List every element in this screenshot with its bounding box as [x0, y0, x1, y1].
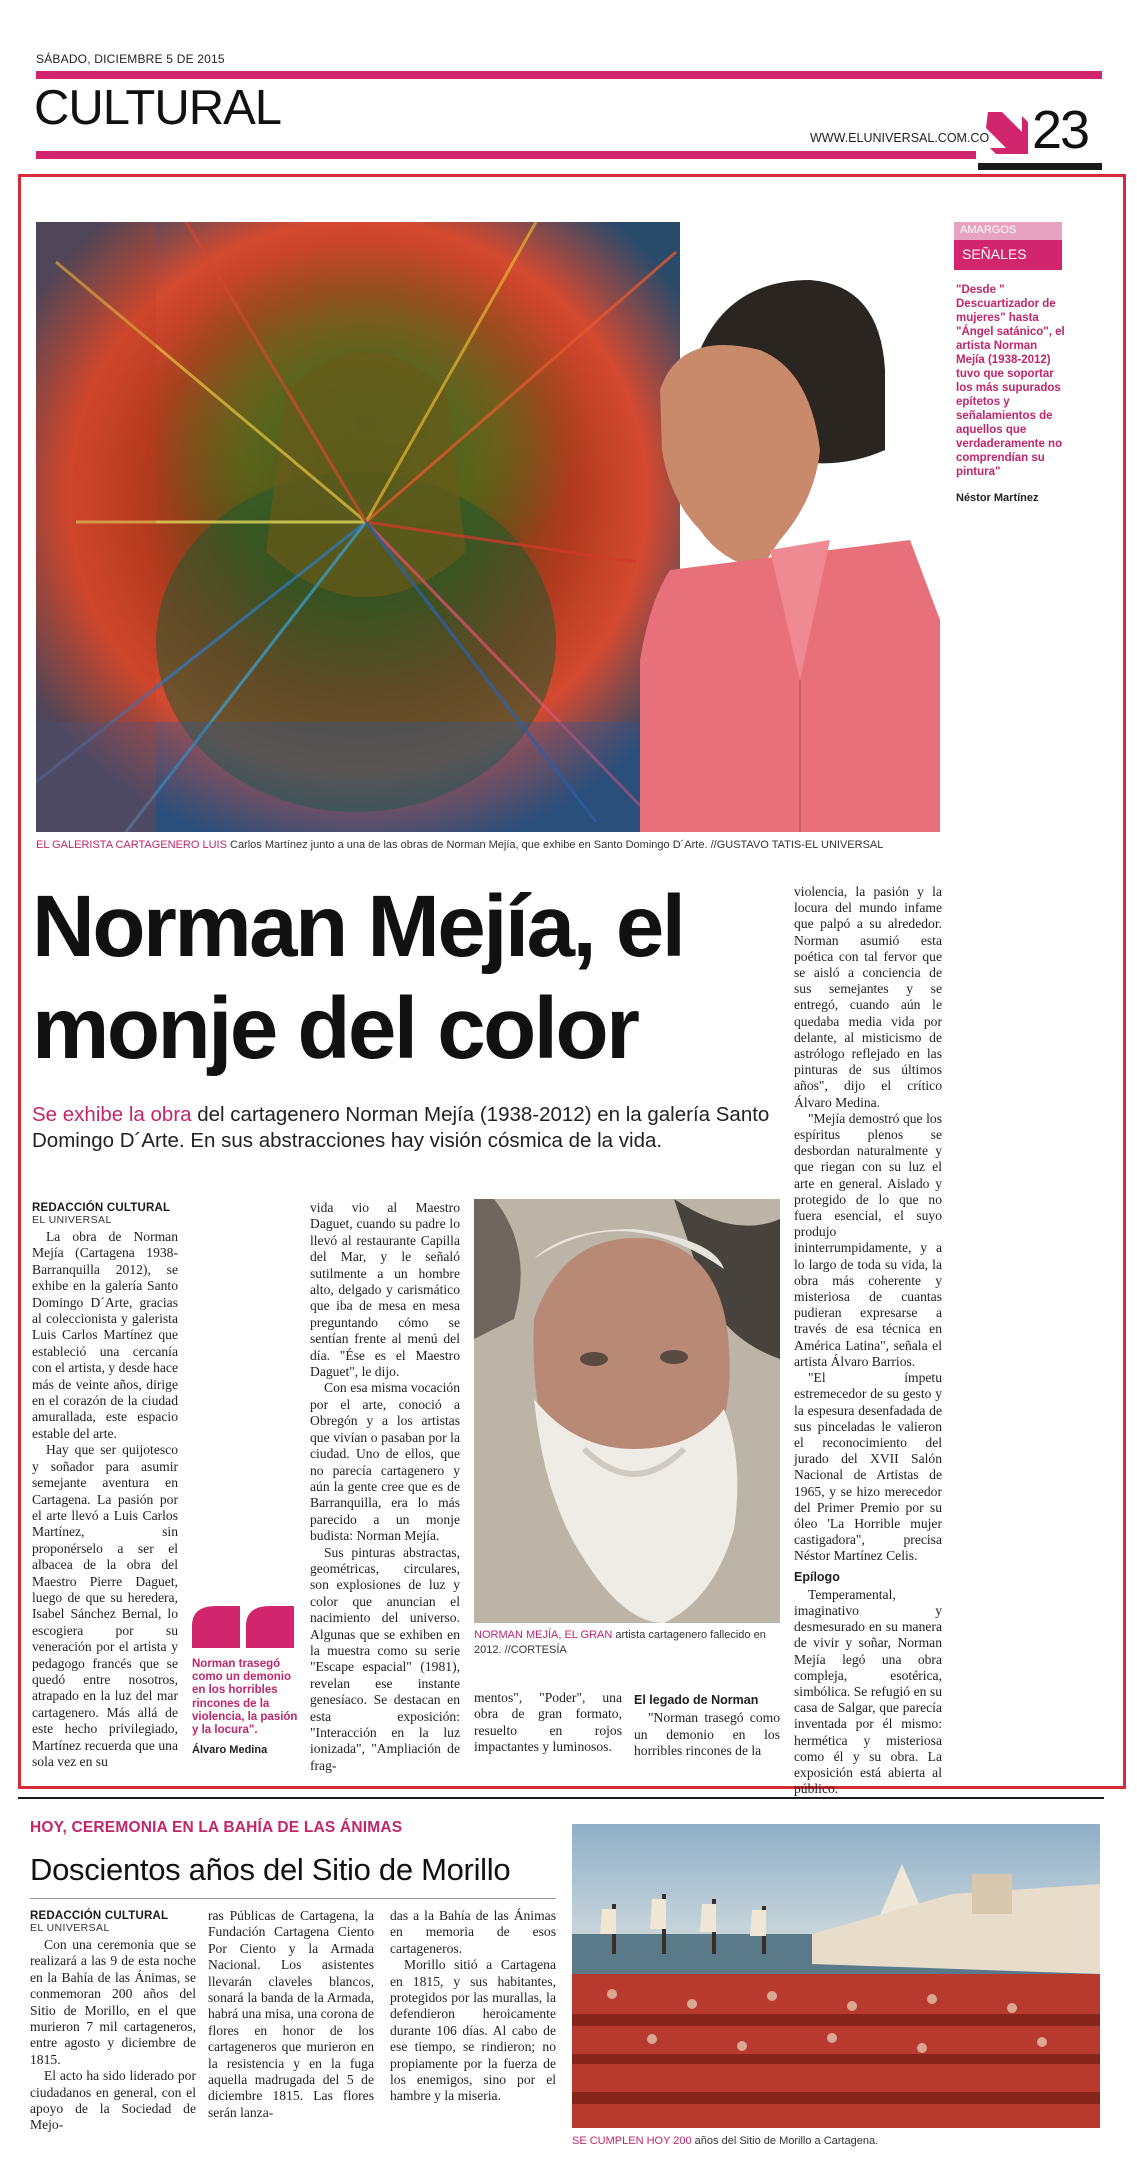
main-headline [32, 876, 792, 1080]
paragraph: violencia, la pasión y la locura del mundo infame que palpó a su alrededor. Norman asumió esta poética con tal fervor que se aisló a conciencia de sus semejantes y se entregó, cuando aún le quedaba media vida por delante, al misticismo de astrólogo reflejado en las pinturas de sus últimos años", dijo el crítico Álvaro Medina. [794, 884, 942, 1110]
section-title: CULTURAL [34, 81, 282, 135]
byline-paper: EL UNIVERSAL [32, 1214, 112, 1226]
portrait-caption-lead: NORMAN MEJÍA, EL GRAN [474, 1629, 613, 1641]
byline: REDACCIÓN CULTURAL [32, 1202, 171, 1214]
siege-caption-text: años del Sitio de Morillo a Cartagena. [691, 2135, 879, 2147]
paragraph: Con esa misma vocación por el arte, conoció a Obregón y a los artistas que vivían o pasaban por la ciudad. Uno de ellos, que no parecía cartagenero y aún la gente cree que es de Barranquilla, era lo más parecido a un monje budista: Norman Mejía. [310, 1380, 460, 1544]
siege-painting-image [572, 1824, 1100, 2128]
quote-marks-icon [192, 1606, 296, 1648]
issue-date: SÁBADO, DICIEMBRE 5 DE 2015 [36, 52, 225, 66]
legacy-subhead: El legado de Norman [634, 1693, 759, 1707]
masthead-top-rule [36, 71, 1102, 79]
main-column-2 [310, 1200, 460, 1774]
main-headline-line-1: Norman Mejía, el [32, 878, 684, 975]
gallerist-portrait-image [640, 240, 940, 832]
paragraph: Hay que ser quijotesco y soñador para asumir semejante aventura en Cartagena. La pasión por el arte llevó a Luis Carlos Martínez, sin proponérselo a ser el albacea de la obra del Maestro Pierre Daguet, luego de que su heredera, Isabel Sánchez Bernal, lo escogiera por su veneración por el artista y pedagogo francés que se quedó entre nosotros, atrapado en la luz del mar cartagenero. Más allá de este hecho privilegiado, Martínez recuerda que una sola vez en su [32, 1442, 178, 1769]
masthead-bottom-rule [36, 151, 976, 159]
main-column-4 [634, 1692, 780, 1760]
website-url: WWW.ELUNIVERSAL.COM.CO [810, 131, 990, 145]
second-story-kicker: HOY, CEREMONIA EN LA BAHÍA DE LAS ÁNIMAS [30, 1819, 403, 1836]
main-headline-line-2: monje del color [32, 980, 638, 1077]
paragraph: das a la Bahía de las Ánimas en memoria de esos cartageneros. [390, 1908, 556, 1956]
epilogue-subhead: Epílogo [794, 1569, 840, 1584]
sidebar-quote: "Desde " Descuartizador de mujeres" hasta "Ángel satánico", el artista Norman Mejía (1938-2012) tuvo que soportar los más supurados epítetos y señalamientos de aquellos que verdaderamente no comprendían su pintura" [956, 284, 1065, 478]
portrait-caption-text: artista cartagenero fallecido en 2012. //CORTESÍA [474, 1629, 766, 1656]
second-column-2 [208, 1908, 374, 2121]
paragraph: Morillo sitió a Cartagena en 1815, y sus habitantes, protegidos por las murallas, la defendieron heroicamente durante 106 días. Al cabo de ese tiempo, se rindieron; no propiamente por la fuerza de los enemigos, sino por el hambre y la miseria. [390, 1957, 556, 2104]
portrait-caption [474, 1628, 780, 1658]
paragraph: "Mejía demostró que los espíritus plenos se desbordan naturalmente y que riegan con su luz el arte en general. Aislado y protegido de lo que no fuera esencial, el suyo produjo ininterrumpidamente, y a lo largo de toda su vida, la obra más coherente y misteriosa de cuantas pudieran expresarse a través de esa técnica en América Latina", señala el artista Álvaro Barrios. [794, 1110, 942, 1369]
main-column-5 [794, 884, 942, 1797]
paragraph: Temperamental, imaginativo y desmesurado en su manera de vivir y soñar, Norman Mejía legó una obra compleja, esotérica, simbólica. Se refugió en su casa de Salgar, que parecía inventada por él mismo: hermética y misteriosa como él y su obra. La exposición está abierta al público. [794, 1586, 942, 1797]
paragraph: mentos", "Poder", una obra de gran formato, resuelto en rojos impactantes y luminosos. [474, 1690, 622, 1755]
byline-paper: EL UNIVERSAL [30, 1922, 110, 1934]
main-column-3 [474, 1690, 622, 1756]
second-column-3 [390, 1908, 556, 2105]
second-story-top-rule [18, 1797, 1104, 1799]
paragraph: vida vio al Maestro Daguet, cuando su padre lo llevó al restaurante Capilla del Mar, y le señaló sutilmente a un hombre alto, delgado y carismático que iba de mesa en mesa preguntando cómo se sentían frente al menú del día. "Ése es el Maestro Daguet", le dijo. [310, 1200, 460, 1380]
main-photo-caption-text: Carlos Martínez junto a una de las obras de Norman Mejía, que exhibe en Santo Domingo D´Arte. //GUSTAVO TATIS-EL UNIVERSAL [226, 839, 884, 851]
pullquote-text: Norman trasegó como un demonio en los horribles rincones de la violencia, la pasión y la locura". [192, 1658, 298, 1737]
paragraph: Con una ceremonia que se realizará a las 9 de esta noche en la Bahía de las Ánimas, se conmemoran 200 años del Sitio de Morillo, en el que murieron 7 mil cartageneros, entre agosto y diciembre de 1815. [30, 1937, 196, 2067]
arrow-down-right-icon [982, 110, 1028, 156]
byline: REDACCIÓN CULTURAL [30, 1910, 169, 1922]
paragraph: ras Públicas de Cartagena, la Fundación Cartagena Ciento Por Ciento y la Armada Nacional. Los asistentes llevarán claveles blancos, sonará la banda de la Armada, habrá una misa, una corona de flores en honor de los cartageneros que murieron en la resistencia y en la fuga aquella madrugada del 5 de diciembre 1815. Las flores serán lanza- [208, 1908, 374, 2120]
sidebar-quote-author: Néstor Martínez [956, 492, 1039, 504]
second-column-1 [30, 1910, 196, 2134]
main-photo-caption [36, 838, 936, 852]
paragraph: El acto ha sido liderado por ciudadanos en general, con el apoyo de la Sociedad de Mejo- [30, 2068, 196, 2133]
sidebar-tag: SEÑALES [954, 240, 1062, 270]
paragraph: La obra de Norman Mejía (Cartagena 1938-Barranquilla 2012), se exhibe en la galería Santo Domingo D´Arte, gracias al coleccionista y galerista Luis Carlos Martínez que estableció una cercanía con el artista, y desde hace más de veinte años, dirige en el corazón de la ciudad amurallada, este espacio estable del arte. [32, 1229, 178, 1441]
second-story-headline: Doscientos años del Sitio de Morillo [30, 1852, 511, 1887]
pullquote-author: Álvaro Medina [192, 1744, 268, 1756]
sidebar-tag-top: AMARGOS [954, 222, 1062, 240]
second-story-headline-rule [30, 1898, 556, 1899]
main-column-1 [32, 1202, 178, 1770]
norman-mejia-portrait-image [474, 1199, 780, 1623]
abstract-painting-image [36, 222, 680, 832]
masthead-bottom-dark-rule [978, 163, 1102, 170]
main-photo-caption-lead: EL GALERISTA CARTAGENERO LUIS [36, 839, 227, 851]
paragraph: "Norman trasegó como un demonio en los horribles rincones de la [634, 1710, 780, 1759]
siege-caption-lead: SE CUMPLEN HOY 200 [572, 2135, 692, 2147]
siege-photo-caption [572, 2134, 1100, 2148]
page-number: 23 [1032, 100, 1089, 160]
main-deck-lead: Se exhibe la obra [32, 1103, 192, 1126]
main-deck [32, 1102, 792, 1154]
main-deck-text: del cartagenero Norman Mejía (1938-2012) en la galería Santo Domingo D´Arte. En sus abstracciones hay visión cósmica de la vida. [32, 1103, 770, 1152]
paragraph: Sus pinturas abstractas, geométricas, circulares, son explosiones de luz y color que anuncian el nacimiento del universo. Algunas que se exhiben en la muestra como su serie "Escape espacial" (1981), revelan ese instante genesíaco. Se destacan en esta exposición: "Interacción en la luz ionizada", "Ampliación de frag- [310, 1544, 460, 1773]
paragraph: "El ímpetu estremecedor de su gesto y la espesura desenfadada de sus pinceladas le valieron el reconocimiento del jurado del XVII Salón Nacional de Artistas de 1965, y se hizo merecedor del Primer Premio por su óleo 'La Horrible mujer castigadora", precisa Néstor Martínez Celis. [794, 1370, 942, 1564]
